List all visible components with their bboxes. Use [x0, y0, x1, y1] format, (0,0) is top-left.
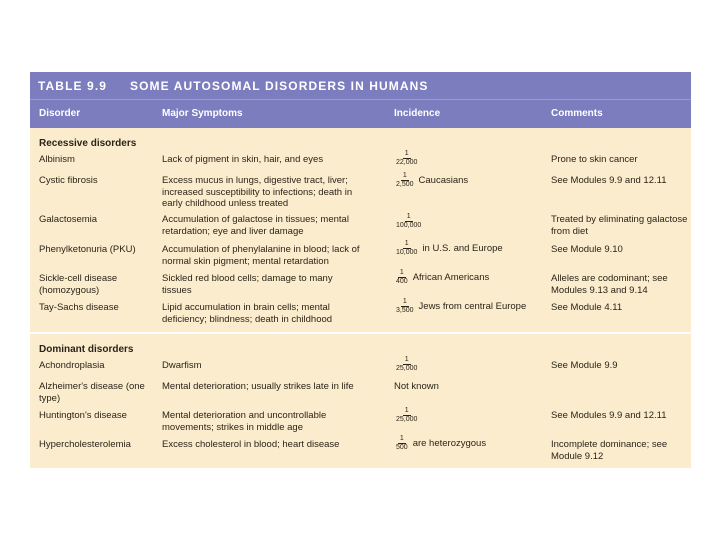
fraction-denominator: 100,000 — [396, 222, 422, 229]
disorders-table — [30, 72, 691, 468]
comments-cell: See Module 9.10 — [551, 244, 623, 255]
fraction-numerator: 1 — [404, 356, 409, 363]
fraction — [394, 298, 416, 315]
fraction — [394, 435, 410, 452]
fraction-numerator: 1 — [402, 172, 407, 179]
comments-cell: See Module 9.9 — [551, 360, 618, 371]
incidence-text: are heterozygous — [412, 437, 487, 449]
incidence-cell — [394, 356, 554, 373]
disorder-cell: Hypercholesterolemia — [39, 439, 131, 450]
table-number: TABLE 9.9 — [38, 78, 108, 93]
incidence-text: Caucasians — [418, 174, 469, 186]
disorder-cell: Phenylketonuria (PKU) — [39, 244, 136, 255]
section-title-dominant: Dominant disorders — [39, 344, 134, 355]
header-comments: Comments — [551, 108, 603, 119]
comments-cell: Alleles are codominant; see Modules 9.13 and 9.14 — [551, 273, 668, 296]
symptoms-cell: Dwarfism — [162, 360, 202, 371]
table-body — [30, 128, 691, 468]
incidence-text: Jews from central Europe — [418, 300, 527, 312]
fraction-numerator: 1 — [402, 298, 407, 305]
fraction-denominator: 10,000 — [396, 249, 418, 256]
symptoms-cell: Lack of pigment in skin, hair, and eyes — [162, 154, 324, 165]
incidence-cell — [394, 213, 554, 230]
fraction — [394, 172, 416, 189]
comments-cell: Incomplete dominance; see Module 9.12 — [551, 439, 668, 462]
incidence-cell — [394, 381, 554, 393]
fraction-denominator: 400 — [396, 278, 408, 285]
fraction — [394, 150, 419, 167]
fraction-denominator: 3,500 — [396, 307, 414, 314]
incidence-cell — [394, 172, 554, 189]
disorder-cell: Achondroplasia — [39, 360, 105, 371]
disorder-cell: Tay-Sachs disease — [39, 302, 119, 313]
comments-cell: Prone to skin cancer — [551, 154, 638, 165]
incidence-text: African Americans — [412, 271, 490, 283]
comments-cell: Treated by eliminating galactose from diet — [551, 214, 688, 237]
disorder-cell: Huntington's disease — [39, 410, 127, 421]
column-header-row — [30, 99, 691, 128]
fraction-denominator: 25,000 — [396, 416, 418, 423]
fraction-numerator: 1 — [404, 407, 409, 414]
fraction-numerator: 1 — [399, 269, 404, 276]
fraction-numerator: 1 — [399, 435, 404, 442]
fraction-denominator: 500 — [396, 444, 408, 451]
section-divider — [30, 332, 691, 334]
fraction — [394, 269, 410, 286]
incidence-cell — [394, 150, 554, 167]
disorder-cell: Albinism — [39, 154, 75, 165]
header-incidence: Incidence — [394, 108, 441, 119]
disorder-cell: Galactosemia — [39, 214, 98, 225]
fraction-numerator: 1 — [404, 240, 409, 247]
incidence-cell — [394, 269, 554, 286]
fraction-denominator: 2,500 — [396, 181, 414, 188]
comments-cell: See Module 4.11 — [551, 302, 623, 313]
disorder-cell: Sickle-cell disease (homozygous) — [39, 273, 118, 296]
comments-cell: See Modules 9.9 and 12.11 — [551, 410, 667, 421]
comments-cell: See Modules 9.9 and 12.11 — [551, 175, 667, 186]
symptoms-cell: Excess cholesterol in blood; heart disease — [162, 439, 340, 450]
incidence-cell — [394, 435, 554, 452]
symptoms-cell: Accumulation of galactose in tissues; mental retardation; eye and liver damage — [162, 214, 349, 237]
symptoms-cell: Accumulation of phenylalanine in blood; lack of normal skin pigment; mental retardation — [162, 244, 360, 267]
fraction-numerator: 1 — [404, 150, 409, 157]
disorder-cell: Alzheimer's disease (one type) — [39, 381, 145, 404]
table-title: SOME AUTOSOMAL DISORDERS IN HUMANS — [130, 78, 429, 93]
fraction — [394, 213, 423, 230]
fraction-denominator: 25,000 — [396, 365, 418, 372]
fraction — [394, 407, 419, 424]
header-disorder: Disorder — [39, 108, 81, 119]
incidence-cell — [394, 407, 554, 424]
disorder-cell: Cystic fibrosis — [39, 175, 98, 186]
header-symptoms: Major Symptoms — [162, 108, 243, 119]
symptoms-cell: Mental deterioration and uncontrollable movements; strikes in middle age — [162, 410, 327, 433]
incidence-text: in U.S. and Europe — [422, 242, 503, 254]
section-title-recessive: Recessive disorders — [39, 138, 137, 149]
incidence-cell — [394, 240, 554, 257]
fraction — [394, 240, 419, 257]
fraction-denominator: 22,000 — [396, 159, 418, 166]
symptoms-cell: Mental deterioration; usually strikes late in life — [162, 381, 354, 392]
symptoms-cell: Lipid accumulation in brain cells; mental deficiency; blindness; death in childhood — [162, 302, 333, 325]
symptoms-cell: Excess mucus in lungs, digestive tract, liver; increased susceptibility to infections; death in early childhood unless treated — [162, 175, 353, 209]
fraction-numerator: 1 — [406, 213, 411, 220]
symptoms-cell: Sickled red blood cells; damage to many tissues — [162, 273, 333, 296]
fraction — [394, 356, 419, 373]
incidence-cell — [394, 298, 554, 315]
table-title-bar — [30, 72, 691, 99]
incidence-text: Not known — [394, 381, 439, 392]
